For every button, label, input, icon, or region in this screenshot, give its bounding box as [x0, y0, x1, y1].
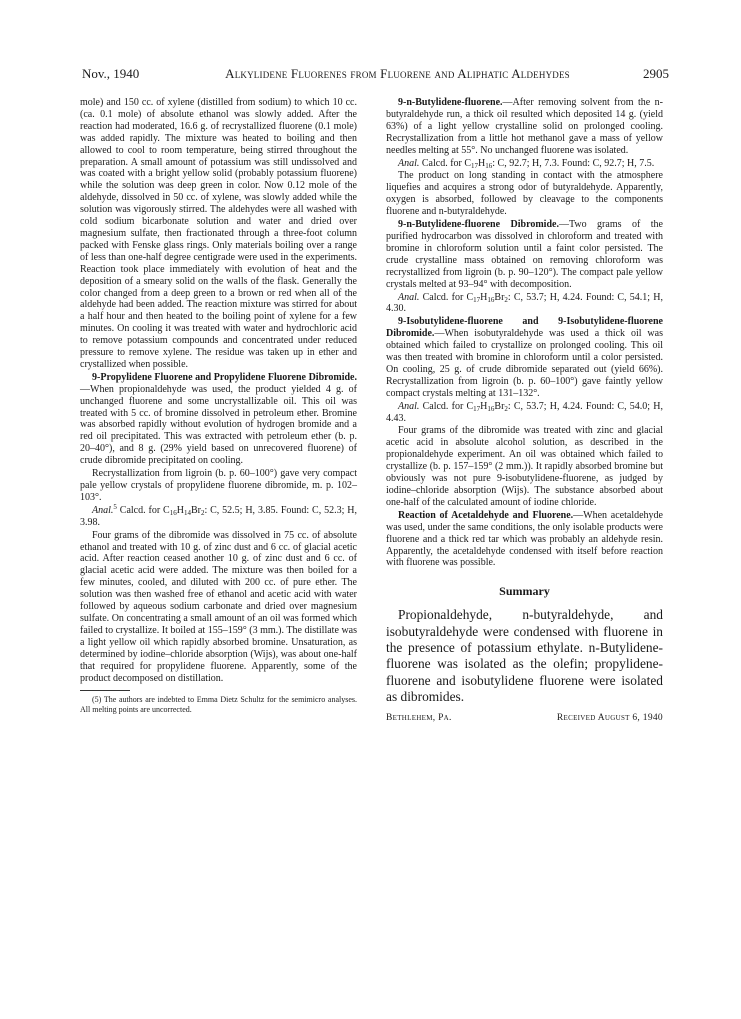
running-title: Alkylidene Fluorenes from Fluorene and Aliphatic Aldehydes — [225, 66, 570, 81]
body-paragraph: Four grams of the dibromide was dissolved in 75 cc. of absolute ethanol and treated with 10 g. of zinc dust and 6 cc. of glacial acetic acid. After reaction ceased another 10 g. of zinc dust and 6 cc. of glacial acetic acid were added. The mixture was then boiled for a few minutes, cooled, and diluted with 200 cc. of pure ether. The solution was then washed free of ethanol and acetic acid with water followed by aqueous sodium carbonate and dried over magnesium sulfate. On concentrating a small amount of an oil was formed which failed to crystallize. It boiled at 155–159° (3 mm.). The distillate was a light yellow oil which rapidly absorbed bromine. Unsaturation, as determined by iodine–chloride absorption (Wijs), was about one-half that required for propylidene fluorene. Apparently, some of the product decomposed on distillation. — [80, 529, 357, 684]
analysis-label: Anal. — [398, 400, 420, 412]
body-paragraph: mole) and 150 cc. of xylene (distilled from sodium) to which 10 cc. (ca. 0.1 mole) of absolute ethanol was slowly added. After the reaction had moderated, 16.6 g. of recrystallized fluorene (0.1 mole) was added rapidly. The mixture was heated to boiling and then allowed to cool to room temperature, being stirred throughout the preparation. A small amount of potassium was still undissolved and was coated with a bright yellow solid (probably potassium fluorene) while the solution was deep green in color. Now 0.12 mole of the aldehyde, dissolved in 50 cc. of xylene, was slowly added while the solution was vigorously stirred. The aldehydes were all washed with cold sodium bicarbonate solution and water and dried over magnesium sulfate, then fractionated through a three-foot column packed with Fenske glass rings. Only materials boiling over a range of less than one-half degree centigrade were used in the experiments. Reaction took place immediately with evolution of heat and the deposition of a smeary solid on the walls of the flask. Generally the color changed from a deep green to a brown or red when all of the aldehyde had been added. The reaction mixture was stirred for about a half hour and then heated to the boiling point of xylene for a few minutes. On cooling it was treated with water and hydrochloric acid to remove potassium compounds and concentrated under reduced pressure to remove xylene. The residue was taken up in ether and crystallized when possible. — [80, 97, 357, 370]
analysis-line: Anal. Calcd. for $C_{17}H_{16}Br_2$: C, 53.7; H, 4.24. Found: C, 54.1; H, 4.30. — [386, 291, 664, 315]
summary-heading: Summary — [499, 584, 550, 599]
analysis-line: Anal. Calcd. for $C_{17}H_{16}Br_2$: C, 53.7; H, 4.24. Found: C, 54.0; H, 4.43. — [386, 400, 664, 424]
section-heading: 9-n-Butylidene-fluorene. — [398, 97, 503, 108]
section-paragraph — [386, 510, 663, 570]
paragraph-text: —When acetaldehyde was used, under the same conditions, the only isolable products were fluorene and a thick red tar which was probably an aldehyde resin. Apparently, the acetaldehyde condensed with itself before reaction with fluorene was possible. — [386, 509, 663, 569]
analysis-label: Anal. — [398, 157, 420, 169]
issue-date: Nov., 1940 — [82, 66, 140, 81]
analysis-label: Anal. — [92, 504, 114, 516]
paragraph-text: —When propionaldehyde was used, the product yielded 4 g. of unchanged fluorene and some uncrystallizable oil. This oil was treated with 5 cc. of bromine dissolved in petroleum ether. Bromine was absorbed rapidly without evolution of hydrogen bromide and a red oil precipitated. This was extracted with petroleum ether (b. p. 20–40°), and 8 g. (29% yield based on unrecovered fluorene) of crude dibromide precipitated on cooling. — [80, 383, 357, 467]
section-paragraph — [386, 219, 663, 290]
footnote-ref: 5 — [113, 502, 117, 511]
body-paragraph: Recrystallization from ligroin (b. p. 60–100°) gave very compact pale yellow crystals of propylidene fluorene dibromide, m. p. 102–103°. — [80, 468, 357, 503]
location: Bethlehem, Pa. — [386, 712, 452, 723]
left-column — [80, 97, 357, 716]
analysis-line: Anal.$^5$ Calcd. for $C_{16}H_{14}Br_2$: C, 52.5; H, 3.85. Found: C, 52.3; H, 3.98. — [80, 502, 358, 528]
paragraph-text: —Two grams of the purified hydrocarbon was dissolved in chloroform and treated with bromine in chloroform solution until a faint color persisted. The crude crystalline mass obtained on removing chloroform was recrystallized from ligroin (b. p. 90–120°). The compact pale yellow crystals melted at 93–94° with decomposition. — [386, 219, 663, 290]
body-paragraph: Four grams of the dibromide was treated with zinc and glacial acetic acid in absolute alcohol solution, as described in the propionaldehyde experiment. An oil was obtained which failed to crystallize (b. p. 157–159° (2 mm.)). It rapidly absorbed bromine but obviously was not pure 9-isobutylidene-fluorene, as judged by iodine–chloride absorption (Wijs). The substance absorbed about one-half of the calculated amount of iodine chloride. — [386, 425, 663, 508]
analysis-line: Anal. Calcd. for $C_{17}H_{16}$: C, 92.7; H, 7.3. Found: C, 92.7; H, 7.5. — [398, 157, 655, 170]
section-heading: 9-Isobutylidene-fluorene and 9-Isobutylidene-fluorene Dibromide. — [386, 316, 663, 340]
right-column — [386, 97, 663, 725]
section-heading: 9-n-Butylidene-fluorene Dibromide. — [398, 219, 559, 231]
footnote: (5) The authors are indebted to Emma Dietz Schultz for the semimicro analyses. All melting points are uncorrected. — [80, 695, 357, 715]
signoff — [386, 713, 663, 725]
section-paragraph — [80, 372, 357, 467]
section-paragraph — [386, 316, 663, 399]
footnote-divider — [80, 690, 130, 691]
page-number: 2905 — [643, 66, 669, 81]
paragraph-text: —When isobutyraldehyde was used a thick oil was obtained which failed to crystallize on prolonged cooling. This oil was then treated with bromine in chloroform until a color persisted. On cooling, 25 g. of crude dibromide separated out (yield 66%). Recrystallization from ligroin (b. p. 60–100°) gave faintly yellow compact crystals melting at 131–132°. — [386, 328, 663, 399]
received-date: Received August 6, 1940 — [556, 712, 663, 723]
running-header — [82, 66, 669, 84]
paragraph-text: —After removing solvent from the n-butyraldehyde run, a thick oil resulted which deposited 14 g. (yield 63%) of a light yellow crystalline solid on prolonged cooling. Recrystallization from a little hot methanol gave a mass of yellow needles melting at 55°. No unchanged fluorene was isolated. — [386, 97, 663, 156]
analysis-label: Anal. — [398, 291, 420, 303]
section-heading: 9-Propylidene Fluorene and Propylidene Fluorene Dibromide. — [92, 371, 357, 383]
summary-paragraph: Propionaldehyde, n-butyraldehyde, and isobutyraldehyde were condensed with fluorene in the presence of potassium ethylate. n-Butylidene-fluorene was isolated as the olefin; propylidene-fluorene and isobutylidene fluorene were isolated as dibromides. — [386, 607, 663, 705]
section-heading: Reaction of Acetaldehyde and Fluorene. — [398, 509, 574, 521]
body-paragraph: The product on long standing in contact with the atmosphere liquefies and acquires a strong odor of butyraldehyde. Apparently, oxygen is absorbed, followed by cleavage to the components fluorene and n-butyraldehyde. — [386, 170, 663, 218]
section-paragraph — [386, 97, 663, 157]
